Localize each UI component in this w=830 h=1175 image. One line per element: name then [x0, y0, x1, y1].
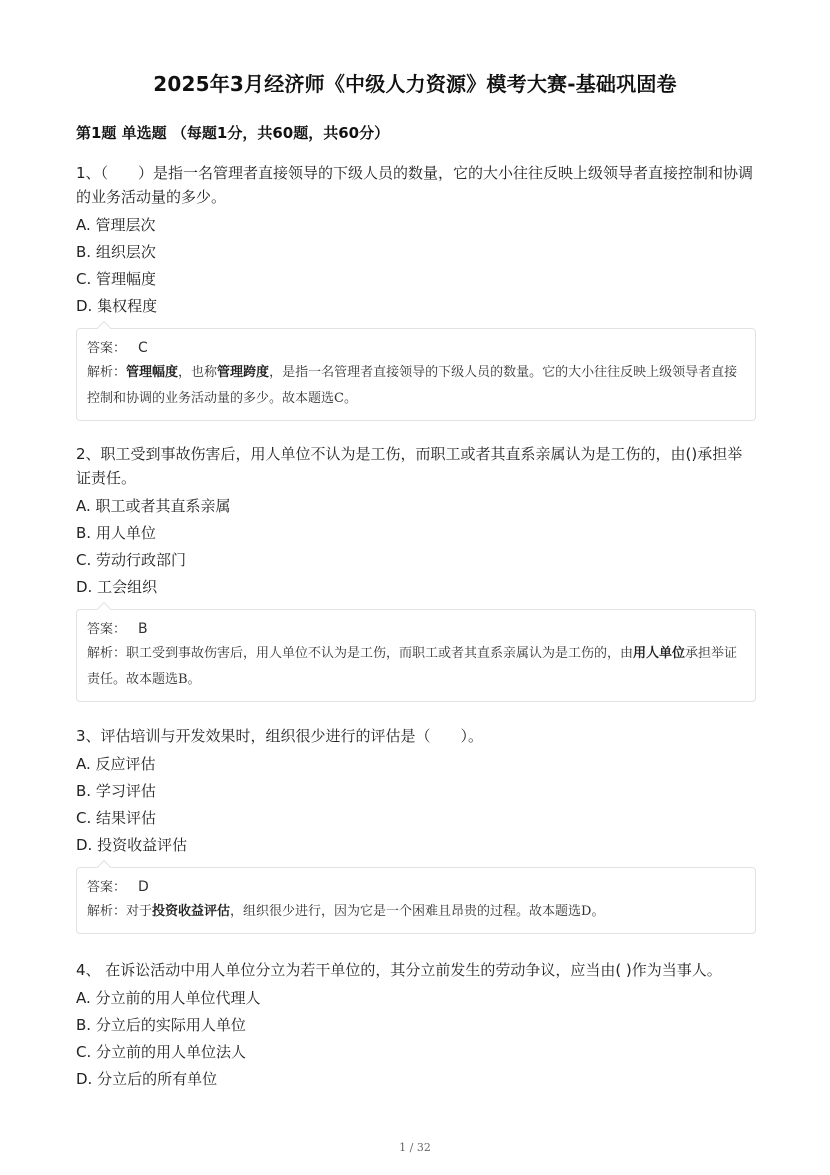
option-c[interactable]: C. 结果评估: [76, 809, 157, 827]
option-b[interactable]: B. 学习评估: [76, 782, 156, 800]
question-2: [76, 442, 756, 702]
options-list: [76, 493, 756, 601]
answer-box: [76, 328, 756, 421]
analysis-label: 解析：: [87, 365, 127, 380]
answer-line: [87, 337, 745, 360]
analysis-keyword: 管理跨度: [217, 365, 270, 380]
question-text: 4、 在诉讼活动中用人单位分立为若干单位的，其分立前发生的劳动争议，应当由( )作为当事人。: [76, 961, 722, 979]
analysis-segment: ，组织很少进行，因为它是一个困难且昂贵的过程。故本题选D。: [230, 904, 605, 919]
answer-line: [87, 876, 745, 899]
analysis-segment: ，也称: [178, 365, 218, 380]
answer-value: D: [138, 879, 149, 895]
analysis-body: [87, 365, 737, 406]
option-b[interactable]: B. 组织层次: [76, 243, 156, 261]
option-a[interactable]: A. 管理层次: [76, 216, 156, 234]
question-text: 2、职工受到事故伤害后，用人单位不认为是工伤，而职工或者其直系亲属认为是工伤的，由()承担举证责任。: [76, 445, 743, 487]
question-text: 3、评估培训与开发效果时，组织很少进行的评估是（ ）。: [76, 727, 484, 745]
answer-line: [87, 618, 745, 641]
page-number: 1 / 32: [399, 1141, 431, 1154]
answer-label: 答案：: [87, 341, 127, 356]
question-3: [76, 724, 756, 934]
question-4: [76, 958, 756, 1093]
option-b[interactable]: B. 分立后的实际用人单位: [76, 1016, 246, 1034]
option-a[interactable]: A. 反应评估: [76, 755, 156, 773]
options-list: [76, 751, 756, 859]
answer-value: B: [138, 621, 148, 637]
analysis-keyword: 管理幅度: [126, 365, 179, 380]
analysis-keyword: 投资收益评估: [152, 904, 231, 919]
analysis-label: 解析：: [87, 646, 127, 661]
question-text: 1、（ ）是指一名管理者直接领导的下级人员的数量，它的大小往往反映上级领导者直接控制和协调的业务活动量的多少。: [76, 164, 754, 206]
question-1: [76, 161, 756, 421]
option-a[interactable]: A. 分立前的用人单位代理人: [76, 989, 261, 1007]
option-c[interactable]: C. 劳动行政部门: [76, 551, 187, 569]
option-d[interactable]: D. 集权程度: [76, 297, 158, 315]
answer-value: C: [138, 340, 148, 356]
option-a[interactable]: A. 职工或者其直系亲属: [76, 497, 231, 515]
document-title: 2025年3月经济师《中级人力资源》模考大赛-基础巩固卷: [153, 72, 677, 96]
options-list: [76, 985, 756, 1093]
answer-label: 答案：: [87, 880, 127, 895]
analysis-text: [87, 899, 745, 925]
option-d[interactable]: D. 投资收益评估: [76, 836, 188, 854]
analysis-body: [87, 646, 737, 687]
answer-label: 答案：: [87, 622, 127, 637]
analysis-text: [87, 360, 745, 412]
option-c[interactable]: C. 分立前的用人单位法人: [76, 1043, 247, 1061]
analysis-text: [87, 641, 745, 693]
analysis-label: 解析：: [87, 904, 127, 919]
answer-box: [76, 867, 756, 934]
option-b[interactable]: B. 用人单位: [76, 524, 156, 542]
answer-box: [76, 609, 756, 702]
analysis-segment: 职工受到事故伤害后，用人单位不认为是工伤，而职工或者其直系亲属认为是工伤的，由: [126, 646, 634, 661]
option-d[interactable]: D. 分立后的所有单位: [76, 1070, 218, 1088]
analysis-segment: ，是指一名管理者直接领导的下级人员的数量。它的大小往往反映上级领导者直接控制和协调的业务活动量的多少。故本题选C。: [87, 365, 738, 406]
option-c[interactable]: C. 管理幅度: [76, 270, 157, 288]
option-d[interactable]: D. 工会组织: [76, 578, 158, 596]
analysis-keyword: 用人单位: [633, 646, 686, 661]
analysis-segment: 对于: [126, 904, 153, 919]
analysis-segment: 承担举证责任。故本题选B。: [87, 646, 738, 687]
analysis-body: [126, 904, 604, 919]
options-list: [76, 212, 756, 320]
section-header: 第1题 单选题 （每题1分，共60题，共60分）: [76, 124, 390, 142]
